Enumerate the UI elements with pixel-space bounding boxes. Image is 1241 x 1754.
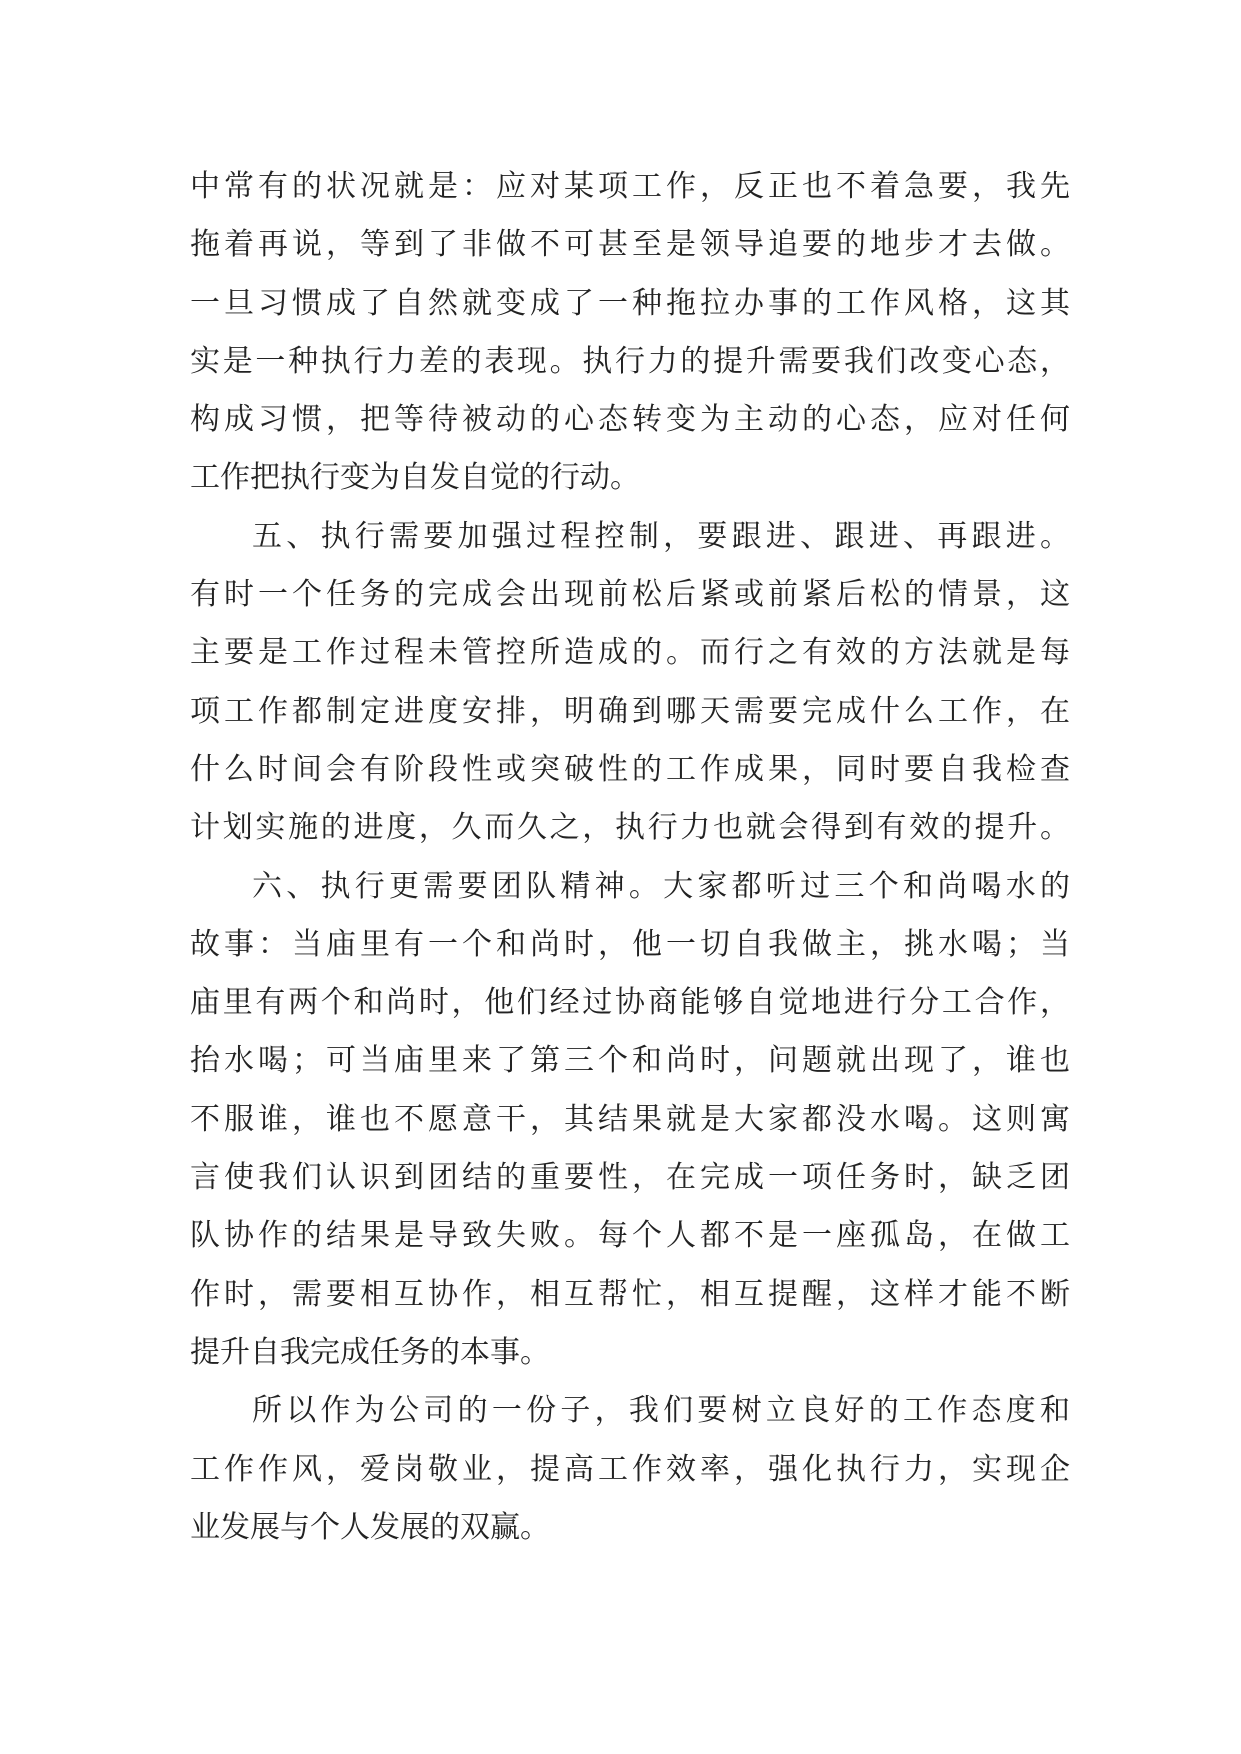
body-line: 构成习惯，把等待被动的心态转变为主动的心态，应对任何 (190, 402, 1070, 438)
document-body (190, 158, 1070, 1557)
paragraph-first-line: 所以作为公司的一份子，我们要树立良好的工作态度和 (252, 1393, 1070, 1429)
body-line: 故事：当庙里有一个和尚时，他一切自我做主，挑水喝；当 (190, 926, 1070, 962)
body-line: 言使我们认识到团结的重要性，在完成一项任务时，缺乏团 (190, 1160, 1070, 1196)
body-line: 拖着再说，等到了非做不可甚至是领导追要的地步才去做。 (190, 227, 1070, 263)
body-line: 队协作的结果是导致失败。每个人都不是一座孤岛，在做工 (190, 1218, 1070, 1254)
body-line: 实是一种执行力差的表现。执行力的提升需要我们改变心态， (190, 343, 1070, 379)
body-line: 主要是工作过程未管控所造成的。而行之有效的方法就是每 (190, 635, 1070, 671)
body-line: 中常有的状况就是：应对某项工作，反正也不着急要，我先 (190, 169, 1070, 204)
body-line: 作时，需要相互协作，相互帮忙，相互提醒，这样才能不断 (190, 1276, 1070, 1312)
body-line: 工作作风，爱岗敬业，提高工作效率，强化执行力，实现企 (190, 1451, 1070, 1487)
body-line: 提升自我完成任务的本事。 (190, 1334, 550, 1370)
body-line: 什么时间会有阶段性或突破性的工作成果，同时要自我检查 (190, 751, 1070, 787)
body-line: 工作把执行变为自发自觉的行动。 (190, 460, 640, 496)
section-heading-line: 六、执行更需要团队精神。大家都听过三个和尚喝水的 (252, 868, 1070, 904)
body-line: 项工作都制定进度安排，明确到哪天需要完成什么工作，在 (190, 693, 1070, 729)
body-line: 业发展与个人发展的双赢。 (190, 1509, 550, 1545)
body-line: 计划实施的进度，久而久之，执行力也就会得到有效的提升。 (190, 810, 1070, 846)
body-line: 抬水喝；可当庙里来了第三个和尚时，问题就出现了，谁也 (190, 1043, 1070, 1079)
section-heading-line: 五、执行需要加强过程控制，要跟进、跟进、再跟进。 (252, 518, 1070, 554)
body-line: 有时一个任务的完成会出现前松后紧或前紧后松的情景，这 (190, 577, 1070, 613)
body-line: 不服谁，谁也不愿意干，其结果就是大家都没水喝。这则寓 (190, 1101, 1070, 1137)
body-line: 庙里有两个和尚时，他们经过协商能够自觉地进行分工合作， (190, 985, 1070, 1021)
body-line: 一旦习惯成了自然就变成了一种拖拉办事的工作风格，这其 (190, 285, 1070, 321)
